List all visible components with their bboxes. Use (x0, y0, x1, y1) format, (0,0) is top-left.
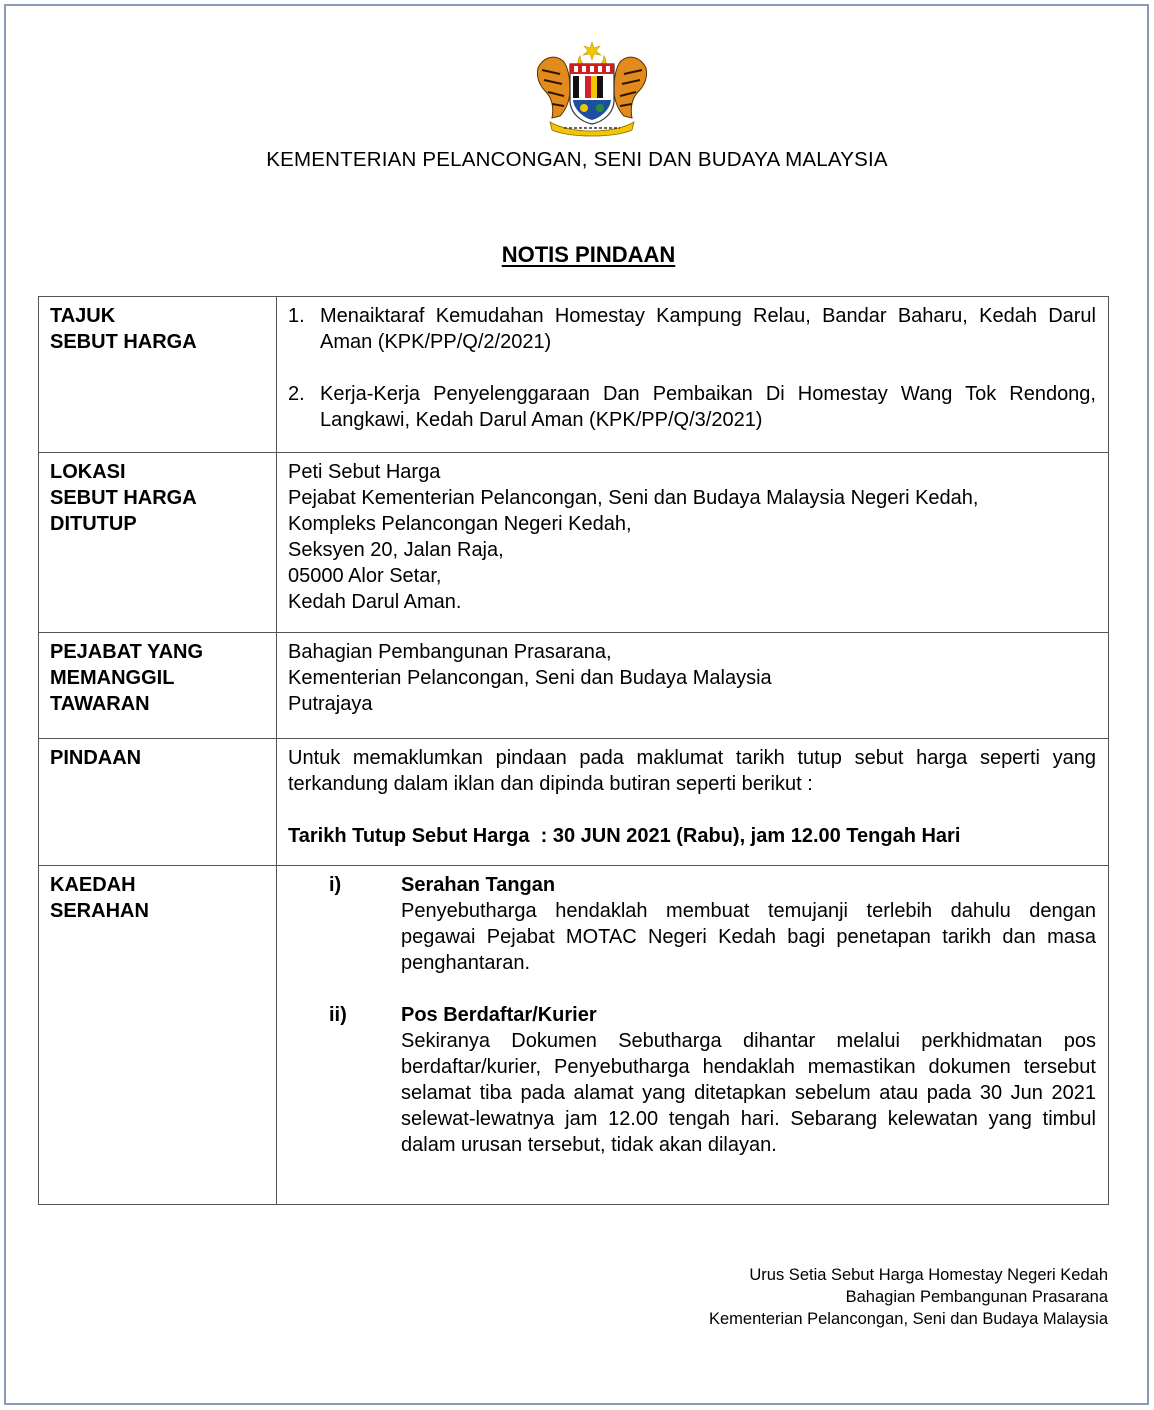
address-line: Pejabat Kementerian Pelancongan, Seni dan Budaya Malaysia Negeri Kedah, (288, 487, 979, 509)
list-item (288, 303, 1096, 355)
footer-line: Urus Setia Sebut Harga Homestay Negeri Kedah (749, 1266, 1108, 1284)
submission-method (288, 1002, 1096, 1158)
notice-title: NOTIS PINDAAN (501, 242, 676, 267)
method-title: Serahan Tangan (401, 874, 556, 896)
list-text: Kerja-Kerja Penyelenggaraan Dan Pembaikan Di Homestay Wang Tok Rendong, Langkawi, Kedah Darul Aman (KPK/PP/Q/3/2021) (320, 383, 1096, 431)
label-line: SERAHAN (50, 900, 149, 922)
label-line: LOKASI (50, 461, 126, 483)
office-line: Putrajaya (288, 693, 373, 715)
ministry-title: KEMENTERIAN PELANCONGAN, SENI DAN BUDAYA MALAYSIA (266, 148, 888, 171)
row-label (39, 453, 277, 633)
row-label (39, 297, 277, 453)
label-line: SEBUT HARGA (50, 487, 197, 509)
closing-date: Tarikh Tutup Sebut Harga : 30 JUN 2021 (Rabu), jam 12.00 Tengah Hari (288, 825, 961, 847)
list-number: 1. (288, 305, 305, 327)
method-number: ii) (329, 1004, 347, 1026)
office-line: Kementerian Pelancongan, Seni dan Budaya Malaysia (288, 667, 772, 689)
amendment-text: Untuk memaklumkan pindaan pada maklumat tarikh tutup sebut harga seperti yang terkandung dalam iklan dan dipinda butiran seperti berikut : (288, 747, 1096, 795)
method-number: i) (329, 874, 342, 896)
list-text: Menaiktaraf Kemudahan Homestay Kampung Relau, Bandar Baharu, Kedah Darul Aman (KPK/PP/Q/2/2021) (320, 305, 1096, 353)
row-kaedah-serahan (39, 866, 1109, 1205)
address-line: Kompleks Pelancongan Negeri Kedah, (288, 513, 632, 535)
label-line: PINDAAN (50, 747, 142, 769)
label-line: SEBUT HARGA (50, 331, 197, 353)
row-tajuk-sebut-harga (39, 297, 1109, 453)
label-line: TAWARAN (50, 693, 150, 715)
method-text: Sekiranya Dokumen Sebutharga dihantar melalui perkhidmatan pos berdaftar/kurier, Penyebutharga hendaklah memastikan dokumen tersebut selamat tiba pada alamat yang ditetapkan sebelum atau pada 30 Jun 2021 selewat-lewatnya jam 12.00 tengah hari. Sebarang kelewatan yang timbul dalam urusan tersebut, tidak akan dilayan. (401, 1030, 1096, 1156)
row-content (277, 297, 1109, 453)
row-content (277, 866, 1109, 1205)
label-line: MEMANGGIL (50, 667, 175, 689)
notice-table (38, 296, 1109, 1205)
row-label (39, 739, 277, 866)
row-pejabat-memanggil (39, 633, 1109, 739)
address-line: Seksyen 20, Jalan Raja, (288, 539, 504, 561)
list-number: 2. (288, 383, 305, 405)
label-line: KAEDAH (50, 874, 136, 896)
footer-line: Kementerian Pelancongan, Seni dan Budaya Malaysia (708, 1310, 1108, 1328)
method-title: Pos Berdaftar/Kurier (401, 1004, 597, 1026)
label-line: PEJABAT YANG (50, 641, 204, 663)
coat-of-arms-logo (530, 38, 654, 138)
row-lokasi-ditutup (39, 453, 1109, 633)
row-label (39, 633, 277, 739)
row-pindaan (39, 739, 1109, 866)
row-content (277, 453, 1109, 633)
row-content (277, 633, 1109, 739)
address-line: Kedah Darul Aman. (288, 591, 462, 613)
submission-method (288, 872, 1096, 976)
office-line: Bahagian Pembangunan Prasarana, (288, 641, 612, 663)
label-line: TAJUK (50, 305, 116, 327)
label-line: DITUTUP (50, 513, 137, 535)
row-content (277, 739, 1109, 866)
list-item (288, 381, 1096, 433)
address-line: Peti Sebut Harga (288, 461, 441, 483)
footer-signature (709, 1264, 1108, 1330)
footer-line: Bahagian Pembangunan Prasarana (845, 1288, 1108, 1306)
method-text: Penyebutharga hendaklah membuat temujanji terlebih dahulu dengan pegawai Pejabat MOTAC Negeri Kedah bagi penetapan tarikh dan masa penghantaran. (401, 900, 1096, 974)
address-line: 05000 Alor Setar, (288, 565, 442, 587)
row-label (39, 866, 277, 1205)
